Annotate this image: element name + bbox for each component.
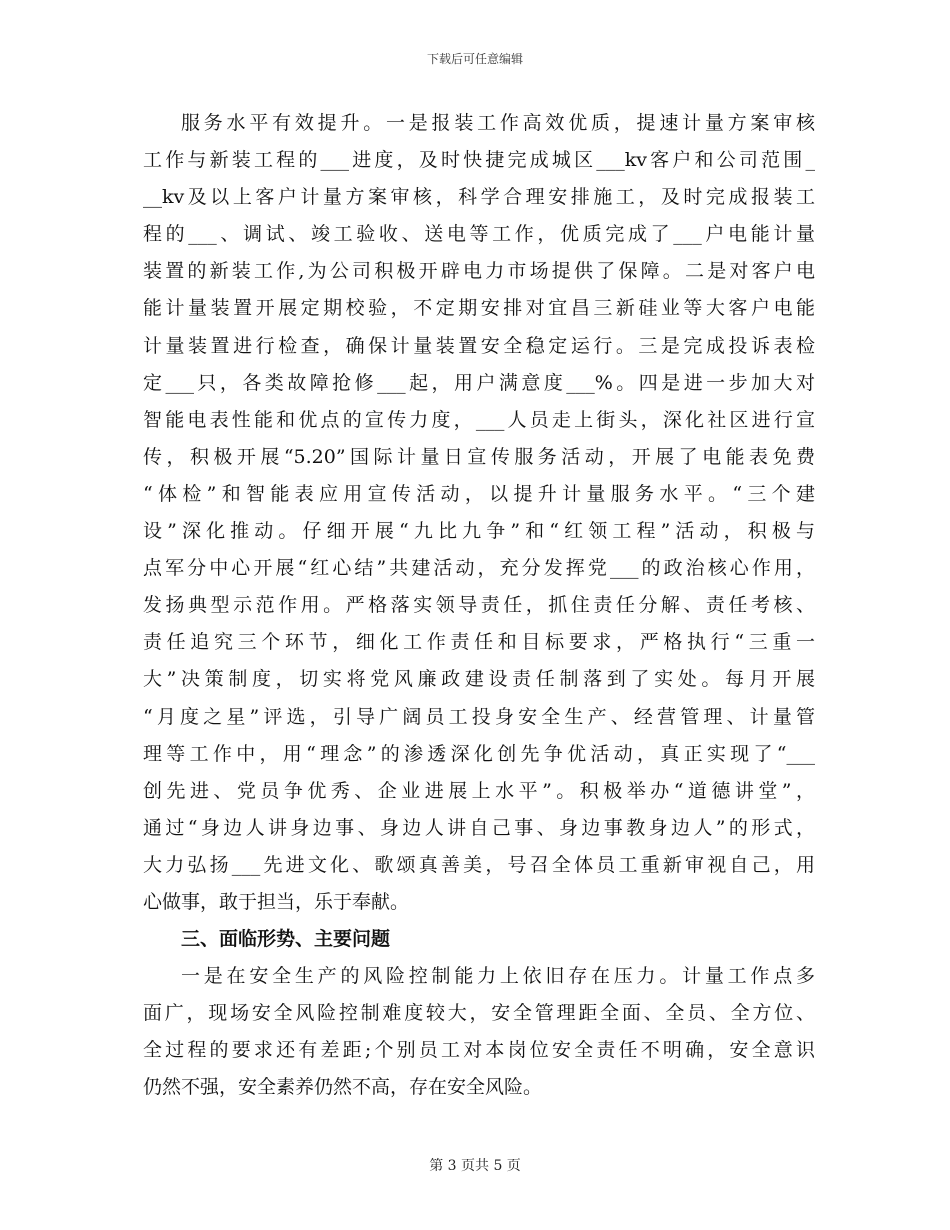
text-line: 服务水平有效提升。一是报装工作高效优质，提速计量方案审核 xyxy=(181,112,815,134)
paragraph-service-improvement xyxy=(143,105,815,921)
text-line: “月度之星”评选，引导广阔员工投身安全生产、经营管理、计量管 xyxy=(143,705,815,728)
text-line: 理等工作中，用“理念”的渗透深化创先争优活动，真正实现了“___ xyxy=(143,742,815,765)
section-heading: 三、面临形势、主要问题 xyxy=(181,928,391,951)
text-line: 工作与新装工程的___进度，及时快捷完成城区___kv客户和公司范围_ xyxy=(143,149,815,172)
text-line: 计量装置进行检查，确保计量装置安全稳定运行。三是完成投诉表检 xyxy=(143,334,815,357)
text-line: 点军分中心开展“红心结”共建活动，充分发挥党___的政治核心作用， xyxy=(143,557,815,580)
text-line: 全过程的要求还有差距;个别员工对本岗位安全责任不明确，安全意识 xyxy=(143,1039,815,1062)
page-header-note: 下载后可任意编辑 xyxy=(426,52,523,66)
text-line: 心做事，敢于担当，乐于奉献。 xyxy=(143,890,410,913)
text-line: 定___只，各类故障抢修___起，用户满意度___%。四是进一步加大对 xyxy=(143,371,815,394)
text-line: 大”决策制度，切实将党风廉政建设责任制落到了实处。每月开展 xyxy=(143,668,815,691)
text-line: 责任追究三个环节，细化工作责任和目标要求，严格执行“三重一 xyxy=(143,631,815,654)
text-line: 通过“身边人讲身边事、身边人讲自己事、身边事教身边人”的形式， xyxy=(143,816,815,839)
text-line: 发扬典型示范作用。严格落实领导责任，抓住责任分解、责任考核、 xyxy=(143,594,815,617)
text-line: 智能电表性能和优点的宣传力度，___人员走上街头，深化社区进行宣 xyxy=(143,408,815,431)
text-line: 设”深化推动。仔细开展“九比九争”和“红领工程”活动，积极与 xyxy=(143,520,815,543)
text-line: 大力弘扬___先进文化、歌颂真善美，号召全体员工重新审视自己，用 xyxy=(143,853,815,876)
text-line: 创先进、党员争优秀、企业进展上水平”。积极举办“道德讲堂”， xyxy=(143,779,815,802)
text-line: 能计量装置开展定期校验，不定期安排对宜昌三新硅业等大客户电能 xyxy=(143,297,815,320)
page-number: 第 3 页共 5 页 xyxy=(429,1158,521,1174)
text-line: 传，积极开展“5.20”国际计量日宣传服务活动，开展了电能表免费 xyxy=(143,445,815,468)
text-line: 面广，现场安全风险控制难度较大，安全管理距全面、全员、全方位、 xyxy=(143,1002,815,1025)
text-line: 仍然不强，安全素养仍然不高，存在安全风险。 xyxy=(143,1076,543,1099)
text-line: 装置的新装工作,为公司积极开辟电力市场提供了保障。二是对客户电 xyxy=(143,260,815,283)
document-body xyxy=(143,105,815,1107)
text-line: 一是在安全生产的风险控制能力上依旧存在压力。计量工作点多 xyxy=(181,965,815,988)
paragraph-safety-pressure xyxy=(143,958,815,1106)
text-line: __kv及以上客户计量方案审核，科学合理安排施工，及时完成报装工 xyxy=(143,186,815,209)
text-line: 程的___、调试、竣工验收、送电等工作，优质完成了___户电能计量 xyxy=(143,223,815,246)
text-line: “体检”和智能表应用宣传活动，以提升计量服务水平。“三个建 xyxy=(143,482,815,505)
